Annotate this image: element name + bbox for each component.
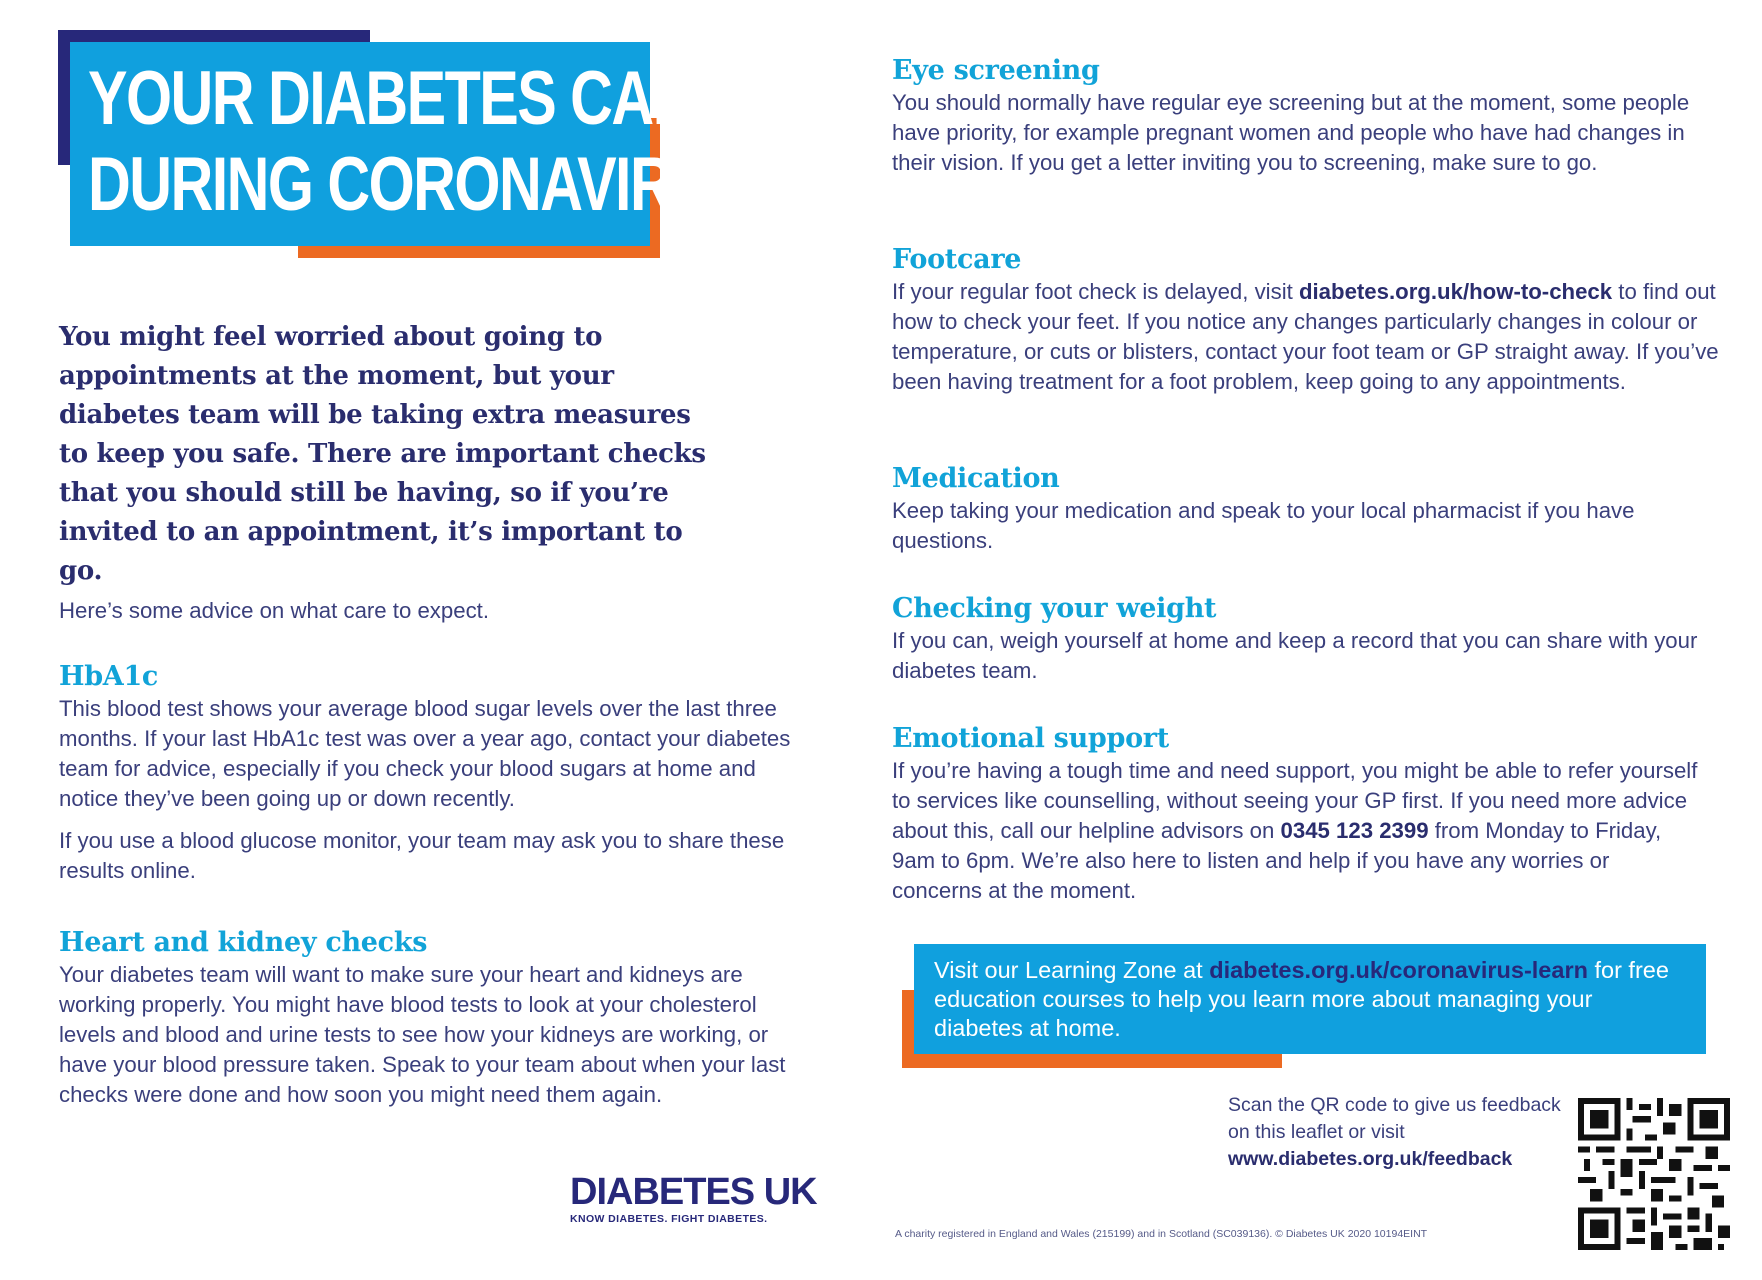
section-hba1c: [59, 660, 807, 886]
feedback-text: Scan the QR code to give us feedback on this leaflet or visit: [1228, 1094, 1561, 1143]
title-line-1: YOUR DIABETES CARE: [88, 56, 732, 141]
how-to-check-link[interactable]: diabetes.org.uk/how-to-check: [1298, 279, 1613, 304]
section-body: [892, 756, 1700, 906]
emotional-text-pre: If you’re having a tough time and need support, you might be able to refer yourself to services like counselling, without seeing your GP first. If you need more advice about this, call our helpline advisors on: [892, 758, 1698, 843]
section-body: You should normally have regular eye screening but at the moment, some people have priority, for example pregnant women and people who have had changes in their vision. If you get a letter inviting you to screening, make sure to go.: [892, 90, 1690, 175]
section-heading: Footcare: [892, 244, 1022, 275]
title-line-2: DURING CORONAVIRUS: [88, 142, 751, 227]
lead-text: Here’s some advice on what care to expect.: [59, 598, 490, 623]
footcare-text-post: to find out how to check your feet. If you notice any changes particularly changes in colour or temperature, or cuts or blisters, contact your foot team or GP straight away. If you’ve been having treatment for a foot problem, keep going to any appointments.: [892, 279, 1719, 394]
logo-wordmark: DIABETES UK: [570, 1171, 817, 1213]
emotional-text-post: from Monday to Friday, 9am to 6pm. We’re also here to listen and help if you have any worries or concerns at the moment.: [892, 818, 1662, 903]
logo-tagline: KNOW DIABETES. FIGHT DIABETES.: [570, 1213, 768, 1225]
qr-code-icon[interactable]: [1578, 1098, 1730, 1250]
feedback-note: [1228, 1092, 1568, 1173]
learning-zone-text-post: for free education courses to help you learn more about managing your diabetes at home.: [934, 957, 1669, 1041]
section-footcare: [892, 243, 1737, 397]
footcare-text-pre: If your regular foot check is delayed, visit: [892, 279, 1299, 304]
page-title: [88, 56, 751, 228]
learning-zone-callout: [914, 944, 1706, 1054]
learning-zone-link[interactable]: diabetes.org.uk/coronavirus-learn: [1209, 957, 1588, 983]
section-body: If you use a blood glucose monitor, your team may ask you to share these results online.: [59, 828, 785, 883]
learning-zone-text-pre: Visit our Learning Zone at: [934, 957, 1210, 983]
section-body: [892, 277, 1737, 397]
section-heading: Medication: [892, 463, 1060, 494]
section-heading: Emotional support: [892, 723, 1169, 754]
section-emotional-support: [892, 722, 1700, 906]
section-medication: [892, 462, 1727, 556]
diabetes-uk-logo: [570, 1171, 817, 1226]
section-body: This blood test shows your average blood sugar levels over the last three months. If your last HbA1c test was over a year ago, contact your diabetes team for advice, especially if you check your blood sugars at home and notice they’ve been going up or down recently.: [59, 696, 791, 811]
section-heading: HbA1c: [59, 661, 159, 692]
legal-footer: A charity registered in England and Wales (215199) and in Scotland (SC039136). © Diabetes UK 2020 10194EINT: [895, 1228, 1428, 1240]
section-heading: Heart and kidney checks: [59, 927, 428, 958]
intro-paragraph: You might feel worried about going to appointments at the moment, but your diabetes team will be taking extra measures to keep you safe. There are important checks that you should still be having, so if you’re invited to an appointment, it’s important to go.: [59, 322, 706, 586]
section-body: If you can, weigh yourself at home and keep a record that you can share with your diabetes team.: [892, 628, 1698, 683]
feedback-link[interactable]: www.diabetes.org.uk/feedback: [1228, 1148, 1513, 1170]
section-heading: Checking your weight: [892, 593, 1217, 624]
section-heading: Eye screening: [892, 55, 1100, 86]
helpline-phone-number[interactable]: 0345 123 2399: [1280, 818, 1429, 843]
section-heart-kidney: [59, 926, 807, 1110]
section-body: Your diabetes team will want to make sure your heart and kidneys are working properly. You might have blood tests to look at your cholesterol levels and blood and urine tests to see how your kidneys are working, or have your blood pressure taken. Speak to your team about when your last checks were done and how soon you might need them again.: [59, 962, 786, 1107]
section-eye-screening: [892, 54, 1712, 178]
section-body: Keep taking your medication and speak to your local pharmacist if you have questions.: [892, 498, 1635, 553]
section-weight: [892, 592, 1732, 686]
